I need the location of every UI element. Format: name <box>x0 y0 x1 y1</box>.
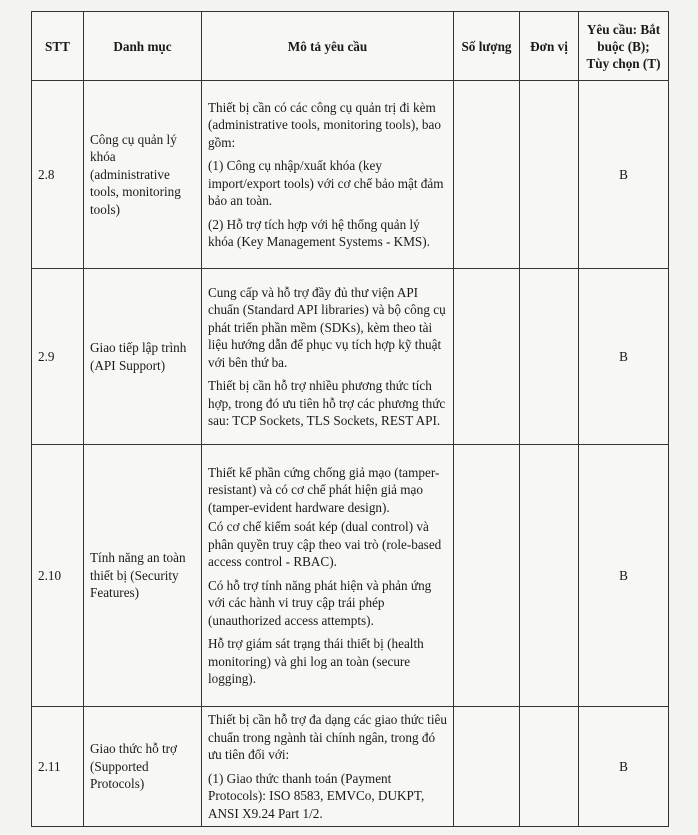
description-paragraph: Thiết bị cần có các công cụ quản trị đi kèm (administrative tools, monitoring tools), bao gồm: <box>208 99 441 150</box>
header-requirement: Yêu cầu: Bắt buộc (B); Tùy chọn (T) <box>579 12 669 81</box>
row-description <box>202 707 454 827</box>
row-category: Tính năng an toàn thiết bị (Security Features) <box>84 445 202 707</box>
description-paragraph: Có cơ chế kiểm soát kép (dual control) và phân quyền truy cập theo vai trò (role-based access control - RBAC). <box>208 519 442 569</box>
requirements-table <box>31 11 669 827</box>
row-requirement: B <box>579 707 669 827</box>
description-paragraph: (1) Công cụ nhập/xuất khóa (key import/export tools) với cơ chế bảo mật đảm bảo an toàn. <box>208 158 444 208</box>
table-row <box>32 269 669 445</box>
description-paragraph: Thiết bị cần hỗ trợ nhiều phương thức tích hợp, trong đó ưu tiên hỗ trợ các phương thức sau: TCP Sockets, TLS Sockets, REST API. <box>208 378 446 428</box>
row-stt: 2.9 <box>32 269 84 445</box>
row-unit <box>520 445 579 707</box>
row-stt: 2.8 <box>32 81 84 269</box>
row-stt: 2.11 <box>32 707 84 827</box>
header-category: Danh mục <box>84 12 202 81</box>
table-header-row <box>32 12 669 81</box>
description-paragraph: Có hỗ trợ tính năng phát hiện và phản ứng với các hành vi truy cập trái phép (unauthorized access attempts). <box>208 577 432 628</box>
header-unit: Đơn vị <box>520 12 579 81</box>
description-paragraph: (2) Hỗ trợ tích hợp với hệ thống quản lý khóa (Key Management Systems - KMS). <box>208 216 430 249</box>
row-category: Giao thức hỗ trợ (Supported Protocols) <box>84 707 202 827</box>
row-quantity <box>454 269 520 445</box>
row-unit <box>520 81 579 269</box>
row-quantity <box>454 445 520 707</box>
row-category: Công cụ quản lý khóa (administrative tools, monitoring tools) <box>84 81 202 269</box>
row-unit <box>520 269 579 445</box>
row-description <box>202 269 454 445</box>
header-stt: STT <box>32 12 84 81</box>
row-category: Giao tiếp lập trình (API Support) <box>84 269 202 445</box>
row-stt: 2.10 <box>32 445 84 707</box>
row-requirement: B <box>579 445 669 707</box>
row-quantity <box>454 707 520 827</box>
description-paragraph: Thiết kế phần cứng chống giả mạo (tamper-resistant) và có cơ chế phát hiện giả mạo (tamper-evident hardware design). <box>208 464 440 515</box>
table-row <box>32 445 669 707</box>
row-requirement: B <box>579 81 669 269</box>
row-unit <box>520 707 579 827</box>
table-row <box>32 81 669 269</box>
description-paragraph: Hỗ trợ giám sát trạng thái thiết bị (health monitoring) và ghi log an toàn (secure logging). <box>208 636 424 686</box>
row-quantity <box>454 81 520 269</box>
row-description <box>202 445 454 707</box>
row-description <box>202 81 454 269</box>
description-paragraph: Thiết bị cần hỗ trợ đa dạng các giao thức tiêu chuẩn trong ngành tài chính ngân, trong đó ưu tiên đối với: <box>208 712 447 762</box>
row-requirement: B <box>579 269 669 445</box>
description-paragraph: (1) Giao thức thanh toán (Payment Protocols): ISO 8583, EMVCo, DUKPT, ANSI X9.24 Part 1/2. <box>208 770 425 821</box>
description-paragraph: Cung cấp và hỗ trợ đầy đủ thư viện API chuẩn (Standard API libraries) và bộ công cụ phát triển phần mềm (SDKs), kèm theo tài liệu hướng dẫn để phục vụ tích hợp kỹ thuật với bên thứ ba. <box>208 284 446 370</box>
header-description: Mô tả yêu cầu <box>202 12 454 81</box>
table-row <box>32 707 669 827</box>
header-quantity: Số lượng <box>454 12 520 81</box>
